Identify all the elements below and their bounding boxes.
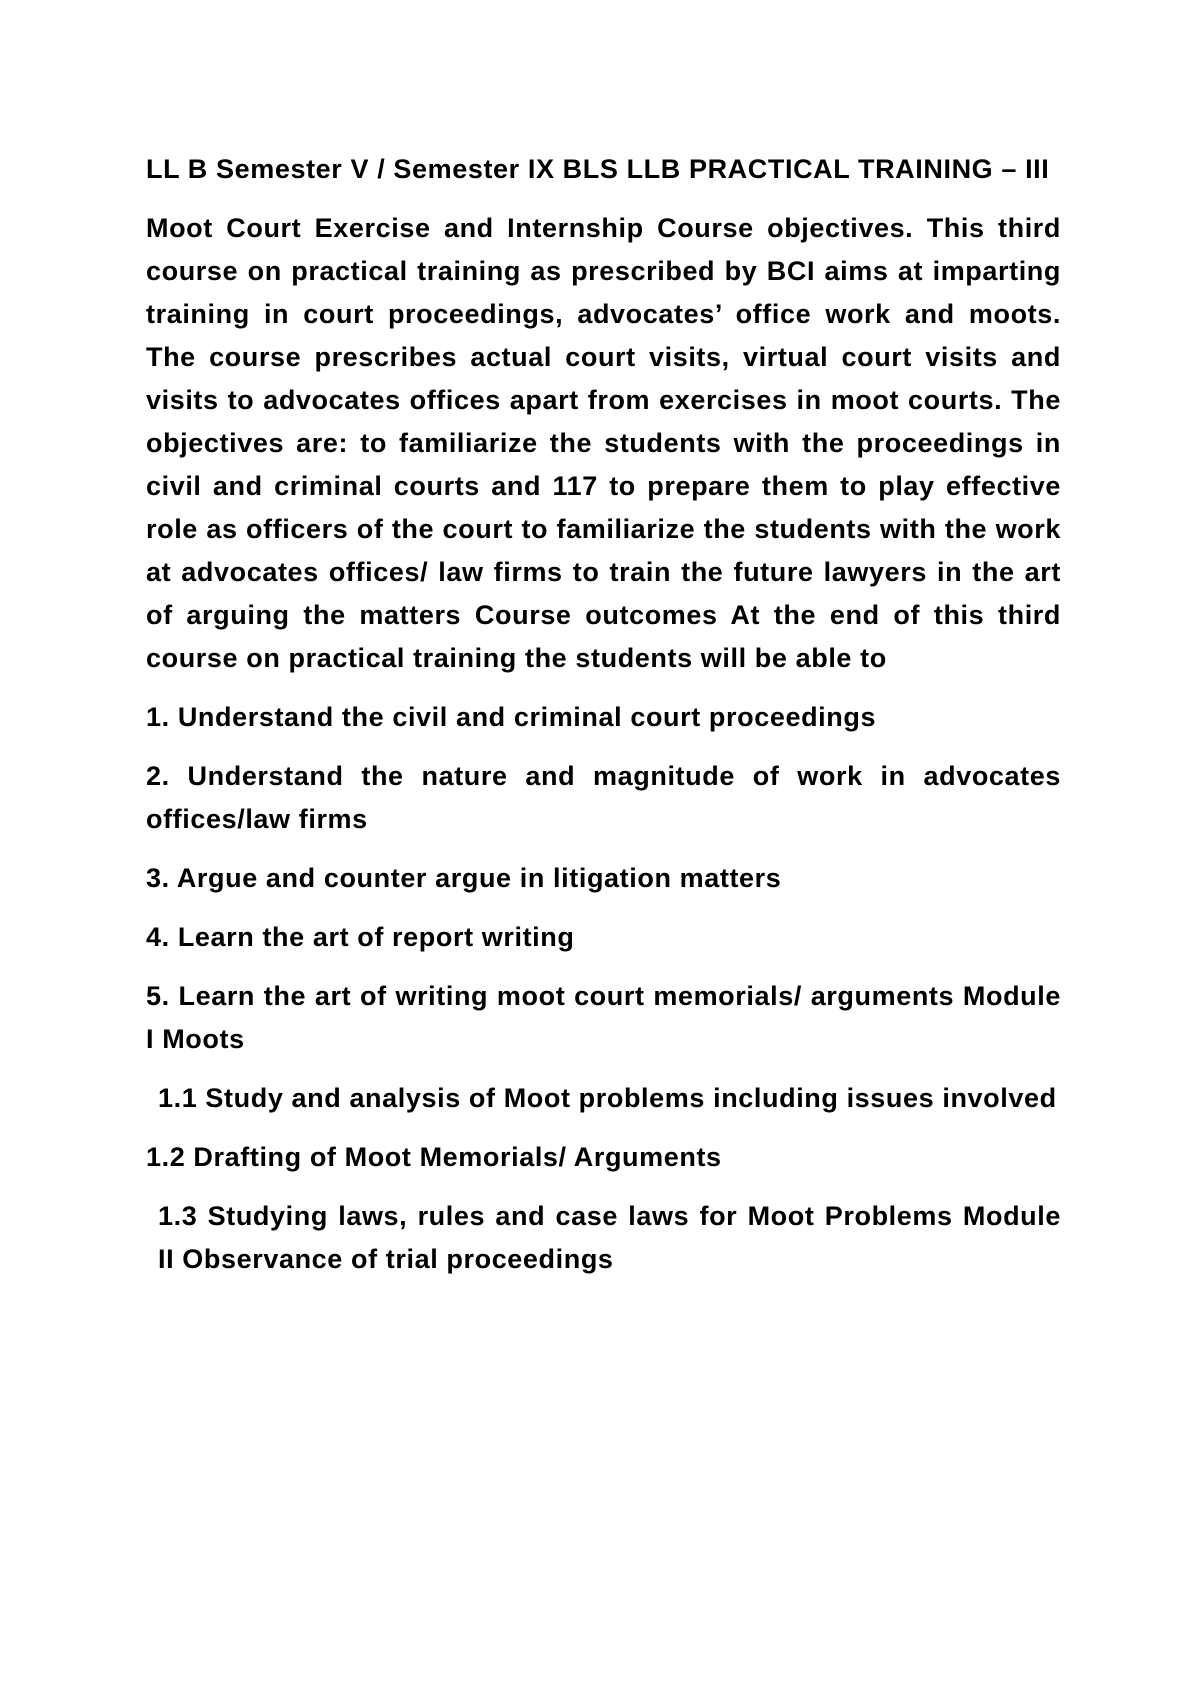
outcome-item-4: 4. Learn the art of report writing: [146, 922, 575, 952]
document-title: LL B Semester V / Semester IX BLS LLB PRACTICAL TRAINING – III: [146, 154, 1050, 184]
outcome-item-1: 1. Understand the civil and criminal court proceedings: [146, 702, 877, 732]
module-item-1-1: 1.1 Study and analysis of Moot problems including issues involved: [158, 1083, 1057, 1113]
module-item-1-3: 1.3 Studying laws, rules and case laws for Moot Problems Module II Observance of trial proceedings: [158, 1201, 1061, 1274]
module-item-1-2: 1.2 Drafting of Moot Memorials/ Arguments: [146, 1142, 722, 1172]
outcome-item-2: 2. Understand the nature and magnitude of work in advocates offices/law firms: [146, 761, 1061, 834]
document-page: [146, 148, 1061, 1297]
outcome-item-3: 3. Argue and counter argue in litigation matters: [146, 863, 782, 893]
intro-paragraph: Moot Court Exercise and Internship Course objectives. This third course on practical training as prescribed by BCI aims at imparting training in court proceedings, advocates’ office work and moots. The course prescribes actual court visits, virtual court visits and visits to advocates offices apart from exercises in moot courts. The objectives are: to familiarize the students with the proceedings in civil and criminal courts and 117 to prepare them to play effective role as officers of the court to familiarize the students with the work at advocates offices/ law firms to train the future lawyers in the art of arguing the matters Course outcomes At the end of this third course on practical training the students will be able to: [146, 213, 1061, 673]
outcome-item-5: 5. Learn the art of writing moot court memorials/ arguments Module I Moots: [146, 981, 1061, 1054]
